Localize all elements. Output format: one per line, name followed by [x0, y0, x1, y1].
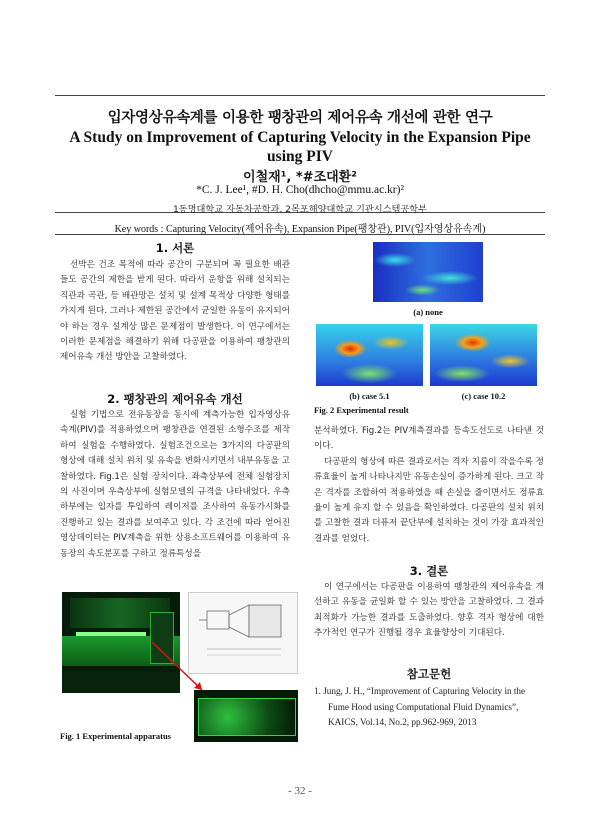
fig1-caption: Fig. 1 Experimental apparatus: [60, 731, 171, 741]
title-korean: 입자영상유속계를 이용한 팽창관의 제어유속 개선에 관한 연구: [107, 110, 493, 126]
top-rule: [55, 95, 545, 96]
page-number: - 32 -: [288, 785, 312, 797]
conclusion-text: [314, 580, 544, 642]
results-paragraph-1: 분석하였다. Fig.2는 PIV계측결과를 등속도선도로 나타낸 것이다.: [314, 426, 544, 452]
fig2-caption: Fig. 2 Experimental result: [314, 405, 409, 415]
reference-item: 1. Jung, J. H., “Improvement of Capturing Velocity in the Fume Hood using Computational Fluid Dynamics”, KAICS, Vol.14, No.2, pp.962-969, 2013: [314, 686, 526, 727]
fig1-visualization-photo: [194, 690, 298, 742]
fig2a-contour: [373, 242, 483, 302]
intro-text: [60, 258, 290, 366]
method-text: [60, 408, 290, 562]
results-text: [314, 424, 544, 547]
conclusion-paragraph: 이 연구에서는 다공판을 이용하여 팽창관의 제어유속을 개선하고 유동을 균일화 할 수 있는 방안을 고찰하였다. 그 결과 최적화가 가능한 결과를 도출하였다. 향후 격자 형상에 대한 추가적인 연구가 진행될 경우 효율향상이 기대된다.: [314, 582, 544, 639]
authors-korean: 이철재¹, *#조대환²: [243, 170, 357, 185]
fig2b-contour: [316, 324, 423, 386]
fig2b-label: (b) case 5.1: [349, 391, 390, 401]
affiliation: 1동명대학교 자동차공학과, 2목포해양대학교 기관시스템공학부: [172, 204, 428, 215]
authors-english: *C. J. Lee¹, #D. H. Cho(dhcho@mmu.ac.kr)²: [196, 184, 404, 196]
conclusion-heading: 3. 결론: [409, 564, 449, 578]
keywords: Key words : Capturing Velocity(제어유속), Expansion Pipe(팽창관), PIV(입자영상유속계): [114, 224, 486, 235]
intro-paragraph: 선박은 건조 목적에 따라 공간이 구분되며 꼭 필요한 배관들도 공간의 제한을 받게 된다. 따라서 운항을 위해 설치되는 직관과 곡관, 등 배관망은 설치 및 설계 목적상 다양한 형태를 가지게 된다. 그러나 제한된 공간에서 균일한 유동이 유지되어야 하는 경우 설계상 많은 문제점이 발생한다. 이 연구에서는 이러한 문제점을 해결하기 위해 다공판을 이용하여 팽창관의 제어유속 개선 방안을 고찰하였다.: [60, 260, 290, 363]
references-heading: 참고문헌: [406, 667, 452, 681]
intro-heading: 1. 서론: [155, 241, 195, 255]
fig2a-label: (a) none: [413, 307, 443, 317]
fig2c-contour: [430, 324, 537, 386]
title-english: A Study on Improvement of Capturing Velocity in the Expansion Pipe using PIV: [69, 129, 531, 165]
results-paragraph-2: 다공판의 형상에 따른 결과로서는 격자 지름이 작을수록 정류효율이 높게 나타나지만 유동손실이 증가하게 된다. 크고 작은 격자를 조합하여 적용하였을 때 손실을 줄이면서도 정류효율이 높게 유지 할 수 있음을 확인하였다. 다공판의 설치 위치를 고찰한 결과 더퓨저 끝단부에 설치하는 것이 가장 효과적인 결과를 얻었다.: [314, 456, 544, 544]
fig2c-label: (c) case 10.2: [461, 391, 506, 401]
method-heading: 2. 팽창관의 제어유속 개선: [107, 392, 243, 406]
method-paragraph: 실험 기법으로 전유동장을 동시에 계측가능한 입자영상유속계(PIV)를 적용하였으며 팽창관을 연결된 소형수조를 제작하여 실험을 수행하였다. 실험조건으로는 3가지의 다공판의 형상에 대해 설치 위치 및 유속을 변화시키면서 내부유동을 고찰하였다. Fig.1은 실험 장치이다. 좌측상부에 전체 실험장치의 사진이며 우측상부에 실험모델의 규격을 나타내었다. 우측 하부에는 입자를 투입하여 레이저를 조사하여 유동가시화를 진행하고 있는 결과를 보여주고 있다. 각 조건에 따라 얻어진 영상데이터는 PIV계측을 위한 상용소프트웨어를 이용하여 유동장의 속도분포를 구하고 정류특성을: [60, 410, 290, 559]
